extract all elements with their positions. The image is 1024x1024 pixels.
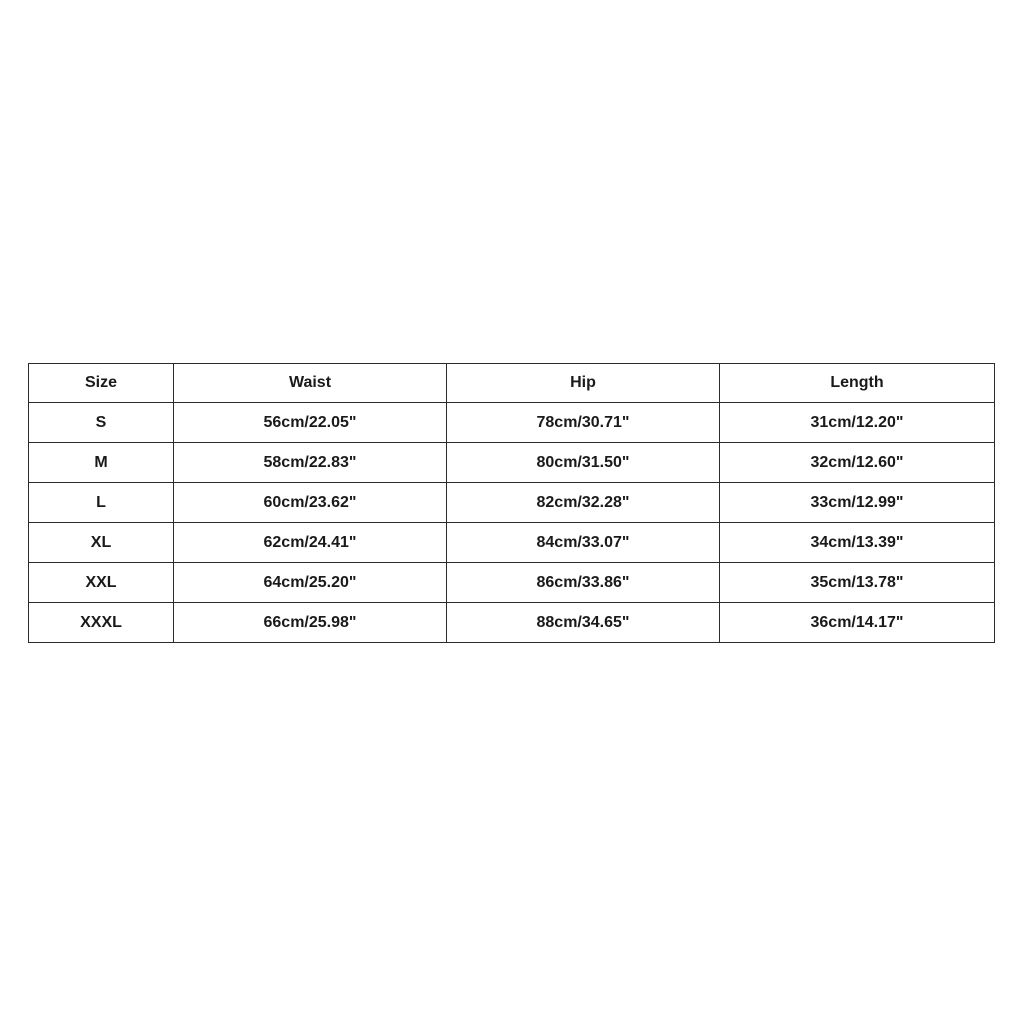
hip-cell: 82cm/32.28" [447, 483, 720, 523]
hip-cell: 78cm/30.71" [447, 403, 720, 443]
column-header-hip: Hip [447, 364, 720, 403]
waist-cell: 60cm/23.62" [174, 483, 447, 523]
size-cell: XXXL [29, 603, 174, 643]
length-cell: 34cm/13.39" [720, 523, 995, 563]
length-cell: 33cm/12.99" [720, 483, 995, 523]
hip-cell: 88cm/34.65" [447, 603, 720, 643]
size-cell: S [29, 403, 174, 443]
table-row [29, 563, 995, 603]
waist-cell: 62cm/24.41" [174, 523, 447, 563]
waist-cell: 64cm/25.20" [174, 563, 447, 603]
table-row [29, 603, 995, 643]
size-cell: L [29, 483, 174, 523]
table-row [29, 523, 995, 563]
waist-cell: 58cm/22.83" [174, 443, 447, 483]
size-chart-table [28, 363, 995, 643]
table-row [29, 403, 995, 443]
length-cell: 36cm/14.17" [720, 603, 995, 643]
waist-cell: 56cm/22.05" [174, 403, 447, 443]
size-cell: XXL [29, 563, 174, 603]
length-cell: 31cm/12.20" [720, 403, 995, 443]
table-row [29, 483, 995, 523]
length-cell: 32cm/12.60" [720, 443, 995, 483]
hip-cell: 80cm/31.50" [447, 443, 720, 483]
header-row [29, 364, 995, 403]
size-cell: XL [29, 523, 174, 563]
size-cell: M [29, 443, 174, 483]
hip-cell: 86cm/33.86" [447, 563, 720, 603]
column-header-waist: Waist [174, 364, 447, 403]
table-row [29, 443, 995, 483]
length-cell: 35cm/13.78" [720, 563, 995, 603]
waist-cell: 66cm/25.98" [174, 603, 447, 643]
column-header-length: Length [720, 364, 995, 403]
hip-cell: 84cm/33.07" [447, 523, 720, 563]
column-header-size: Size [29, 364, 174, 403]
